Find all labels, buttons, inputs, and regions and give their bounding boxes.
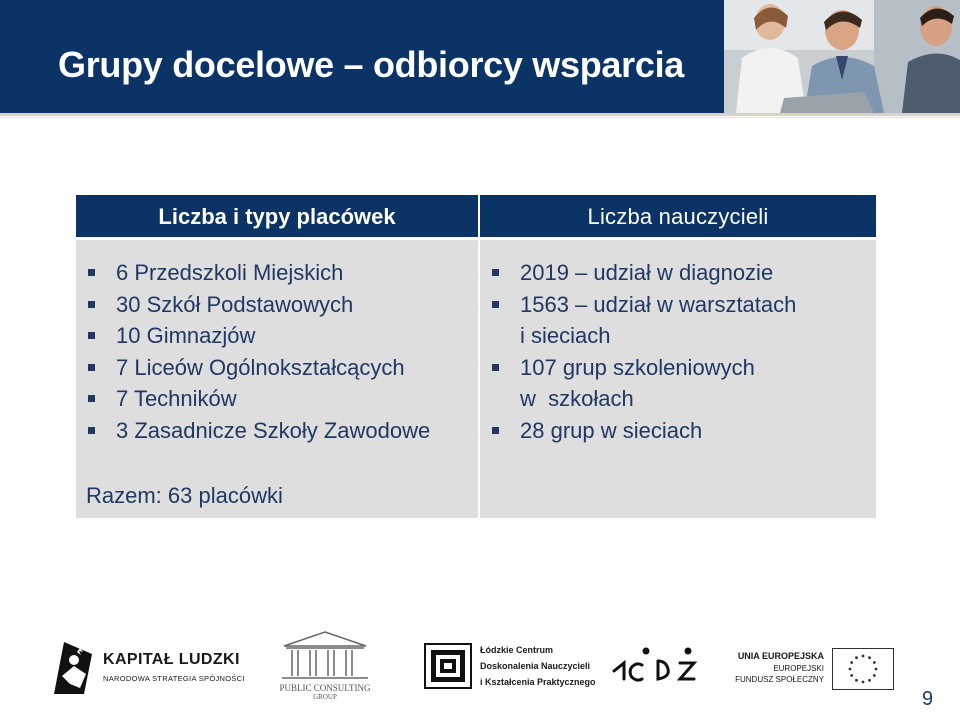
- list-item: 28 grup w sieciach: [480, 415, 796, 447]
- bullet-square-icon: [88, 269, 95, 276]
- list-item: 1563 – udział w warsztatach i sieciach: [480, 289, 796, 352]
- eu-flag-icon: [832, 648, 894, 690]
- slide-title: Grupy docelowe – odbiorcy wsparcia: [58, 44, 684, 85]
- pcg-columns-icon: [276, 630, 374, 682]
- list-item: 10 Gimnazjów: [76, 320, 430, 352]
- page-number: 9: [922, 688, 934, 710]
- bullet-square-icon: [492, 364, 499, 371]
- bullet-square-icon: [88, 427, 95, 434]
- nested-squares-icon: [424, 643, 472, 689]
- institutions-total: Razem: 63 placówki: [86, 483, 283, 508]
- ldzcdn-logo: Łódzkie Centrum Doskonalenia Nauczycieli i Kształcenia Praktycznego: [424, 643, 574, 693]
- bullet-square-icon: [88, 395, 95, 402]
- kapital-ludzki-emblem-icon: [50, 640, 96, 696]
- list-item: 30 Szkół Podstawowych: [76, 289, 430, 321]
- list-item: 7 Liceów Ogólnokształcących: [76, 352, 430, 384]
- list-item: 6 Przedszkoli Miejskich: [76, 257, 430, 289]
- list-item: 2019 – udział w diagnozie: [480, 257, 796, 289]
- slide-header: [0, 0, 960, 113]
- bullet-square-icon: [492, 427, 499, 434]
- public-consulting-group-logo: PUBLIC CONSULTING GROUP: [276, 630, 374, 702]
- bullet-square-icon: [88, 332, 95, 339]
- list-item: 107 grup szkoleniowych w szkołach: [480, 352, 796, 415]
- teachers-list: [480, 257, 796, 446]
- bullet-square-icon: [88, 364, 95, 371]
- bullet-square-icon: [88, 301, 95, 308]
- institutions-list: [76, 257, 430, 446]
- target-groups-table: [76, 195, 876, 518]
- list-item: 3 Zasadnicze Szkoły Zawodowe: [76, 415, 430, 447]
- business-people-photo: [724, 0, 960, 113]
- teachers-cell: [480, 240, 876, 518]
- bullet-square-icon: [492, 301, 499, 308]
- bullet-square-icon: [492, 269, 499, 276]
- header-rule-thin: [0, 117, 960, 118]
- institutions-column-header: Liczba i typy placówek: [76, 195, 478, 237]
- lodz-logotype-icon: [608, 643, 700, 689]
- lodz-city-logo: [608, 643, 700, 689]
- european-union-logo: UNIA EUROPEJSKA EUROPEJSKI FUNDUSZ SPOŁECZNY: [742, 647, 894, 693]
- kapital-ludzki-logo: KAPITAŁ LUDZKI NARODOWA STRATEGIA SPÓJNOŚCI: [50, 640, 240, 696]
- list-item: 7 Techników: [76, 383, 430, 415]
- header-rule: [0, 113, 960, 116]
- institutions-cell: [76, 240, 478, 518]
- teachers-column-header: Liczba nauczycieli: [480, 195, 876, 237]
